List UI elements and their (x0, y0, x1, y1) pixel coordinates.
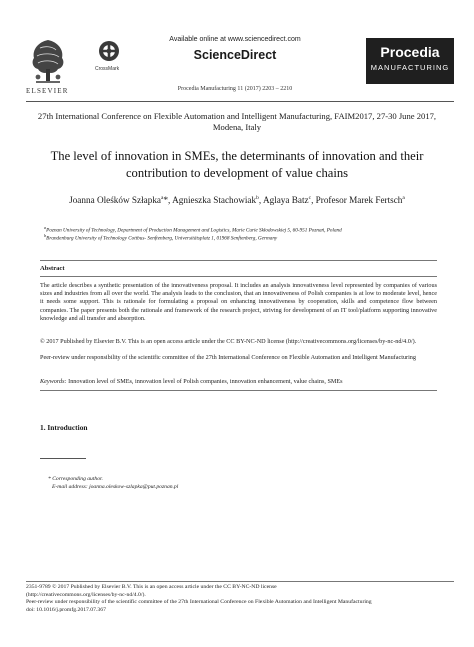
corresponding-email[interactable]: E-mail address: joanna.oleskow-szlapka@put.poznan.pl (52, 484, 179, 490)
footer-doi[interactable]: doi: 10.1016/j.promfg.2017.07.367 (26, 606, 106, 613)
conference-line: 27th International Conference on Flexible Automation and Intelligent Manufacturing, FAIM2017, 27-30 June 2017, Modena, Italy (37, 111, 437, 132)
sciencedirect-wordmark[interactable]: ScienceDirect (193, 48, 277, 62)
affiliation (44, 232, 444, 243)
affiliation-text: Brandenburg University of Technology Cottbus- Senftenberg, Universitätsplatz 1, 01968 Senftenberg, Germany (46, 235, 278, 242)
keywords-text: Innovation level of SMEs, innovation level of Polish companies, innovation enhancement, value chains, SMEs (68, 378, 343, 385)
affiliation-mark: a (44, 225, 47, 230)
footer-rule (26, 581, 454, 582)
journal-citation: Procedia Manufacturing 11 (2017) 2203 – 2210 (177, 86, 293, 92)
author-name: Agnieszka Stachowiak (172, 195, 257, 206)
author-list: Joanna Oleśków Szłapka$^a$*, Agnieszka Stachowiak$^b$, Aglaya Batz$^c$, Profesor Marek Fertsch$^a$ (69, 195, 405, 206)
elsevier-tree-logo (28, 36, 68, 86)
corresponding-mark: * (163, 195, 169, 206)
keywords-bottom-rule (40, 390, 437, 391)
affiliation-mark: b (44, 233, 47, 238)
peer-review-notice: Peer-review under responsibility of the scientific committee of the 27th International Conference on Flexible Automation and Intelligent Manufacturing (40, 354, 416, 361)
available-online-text: Available online at www.sciencedirect.com (169, 36, 301, 43)
footer-line: 2351-9789 © 2017 Published by Elsevier B.V. This is an open access article under the CC BY-NC-ND license (26, 584, 277, 590)
abstract-text: The article describes a synthetic presentation of the innovativeness proposal. It includes an analysis innovativeness level represented by companies of various sizes and industries from all over the world. The analysis leads to the conclusion, that an innovativeness of Polish companies is at low to moderate level, hence it needs some support. This is rationale for formulating a proposal on enhancing innovativeness by cooperation, skills and competence flow between companies. The paper presents both the rationale and framework of the research project, striving for development of an IT tool/platform supporting innovative knowledge and all transfer and absorption. (40, 282, 437, 322)
footer-notice (26, 584, 454, 614)
crossmark-label: CrossMark (95, 66, 120, 72)
abstract-top-rule (40, 260, 437, 261)
footnote-rule (40, 458, 86, 459)
abstract-heading: Abstract (40, 265, 65, 272)
affiliation-text: Poznan University of Technology, Department of Production Management and Logistics, Marie Curie Skłodowskiej 5, 60-951 Poznań, Poland (46, 227, 342, 234)
author-name: Joanna Oleśków Szłapka (69, 195, 161, 206)
author-affiliation-mark: a (402, 195, 405, 201)
journal-logo-title: Procedia (380, 44, 440, 60)
author-name: Profesor Marek Fertsch (315, 195, 403, 206)
crossmark-icon[interactable] (98, 40, 120, 64)
header-divider (26, 101, 454, 102)
footer-line: Peer-review under responsibility of the scientific committee of the 27th International Conference on Flexible Automation and Intelligent Manufacturing (26, 599, 372, 606)
section-heading: 1. Introduction (40, 423, 88, 432)
author-name: Aglaya Batz (262, 195, 309, 206)
author-affiliation-mark: a (161, 195, 164, 201)
elsevier-wordmark: ELSEVIER (26, 87, 69, 95)
keywords (40, 378, 437, 386)
footer-license-link[interactable]: (http://creativecommons.org/licenses/by-nc-nd/4.0/). (26, 591, 146, 598)
author-affiliation-mark: c (308, 195, 312, 201)
author-affiliation-mark: b (256, 195, 259, 201)
journal-logo-subtitle: MANUFACTURING (370, 63, 450, 72)
corresponding-author-note: * Corresponding author. (48, 476, 103, 482)
copyright-notice: © 2017 Published by Elsevier B.V. This is an open access article under the CC BY-NC-ND license (http://creativecommons.org/licenses/by-nc-nd/4.0/). (40, 338, 417, 345)
abstract-heading-rule (40, 276, 437, 277)
paper-title: The level of innovation in SMEs, the determinants of innovation and their contribution to development of value chains (50, 149, 424, 180)
keywords-label: Keywords: (40, 378, 67, 385)
